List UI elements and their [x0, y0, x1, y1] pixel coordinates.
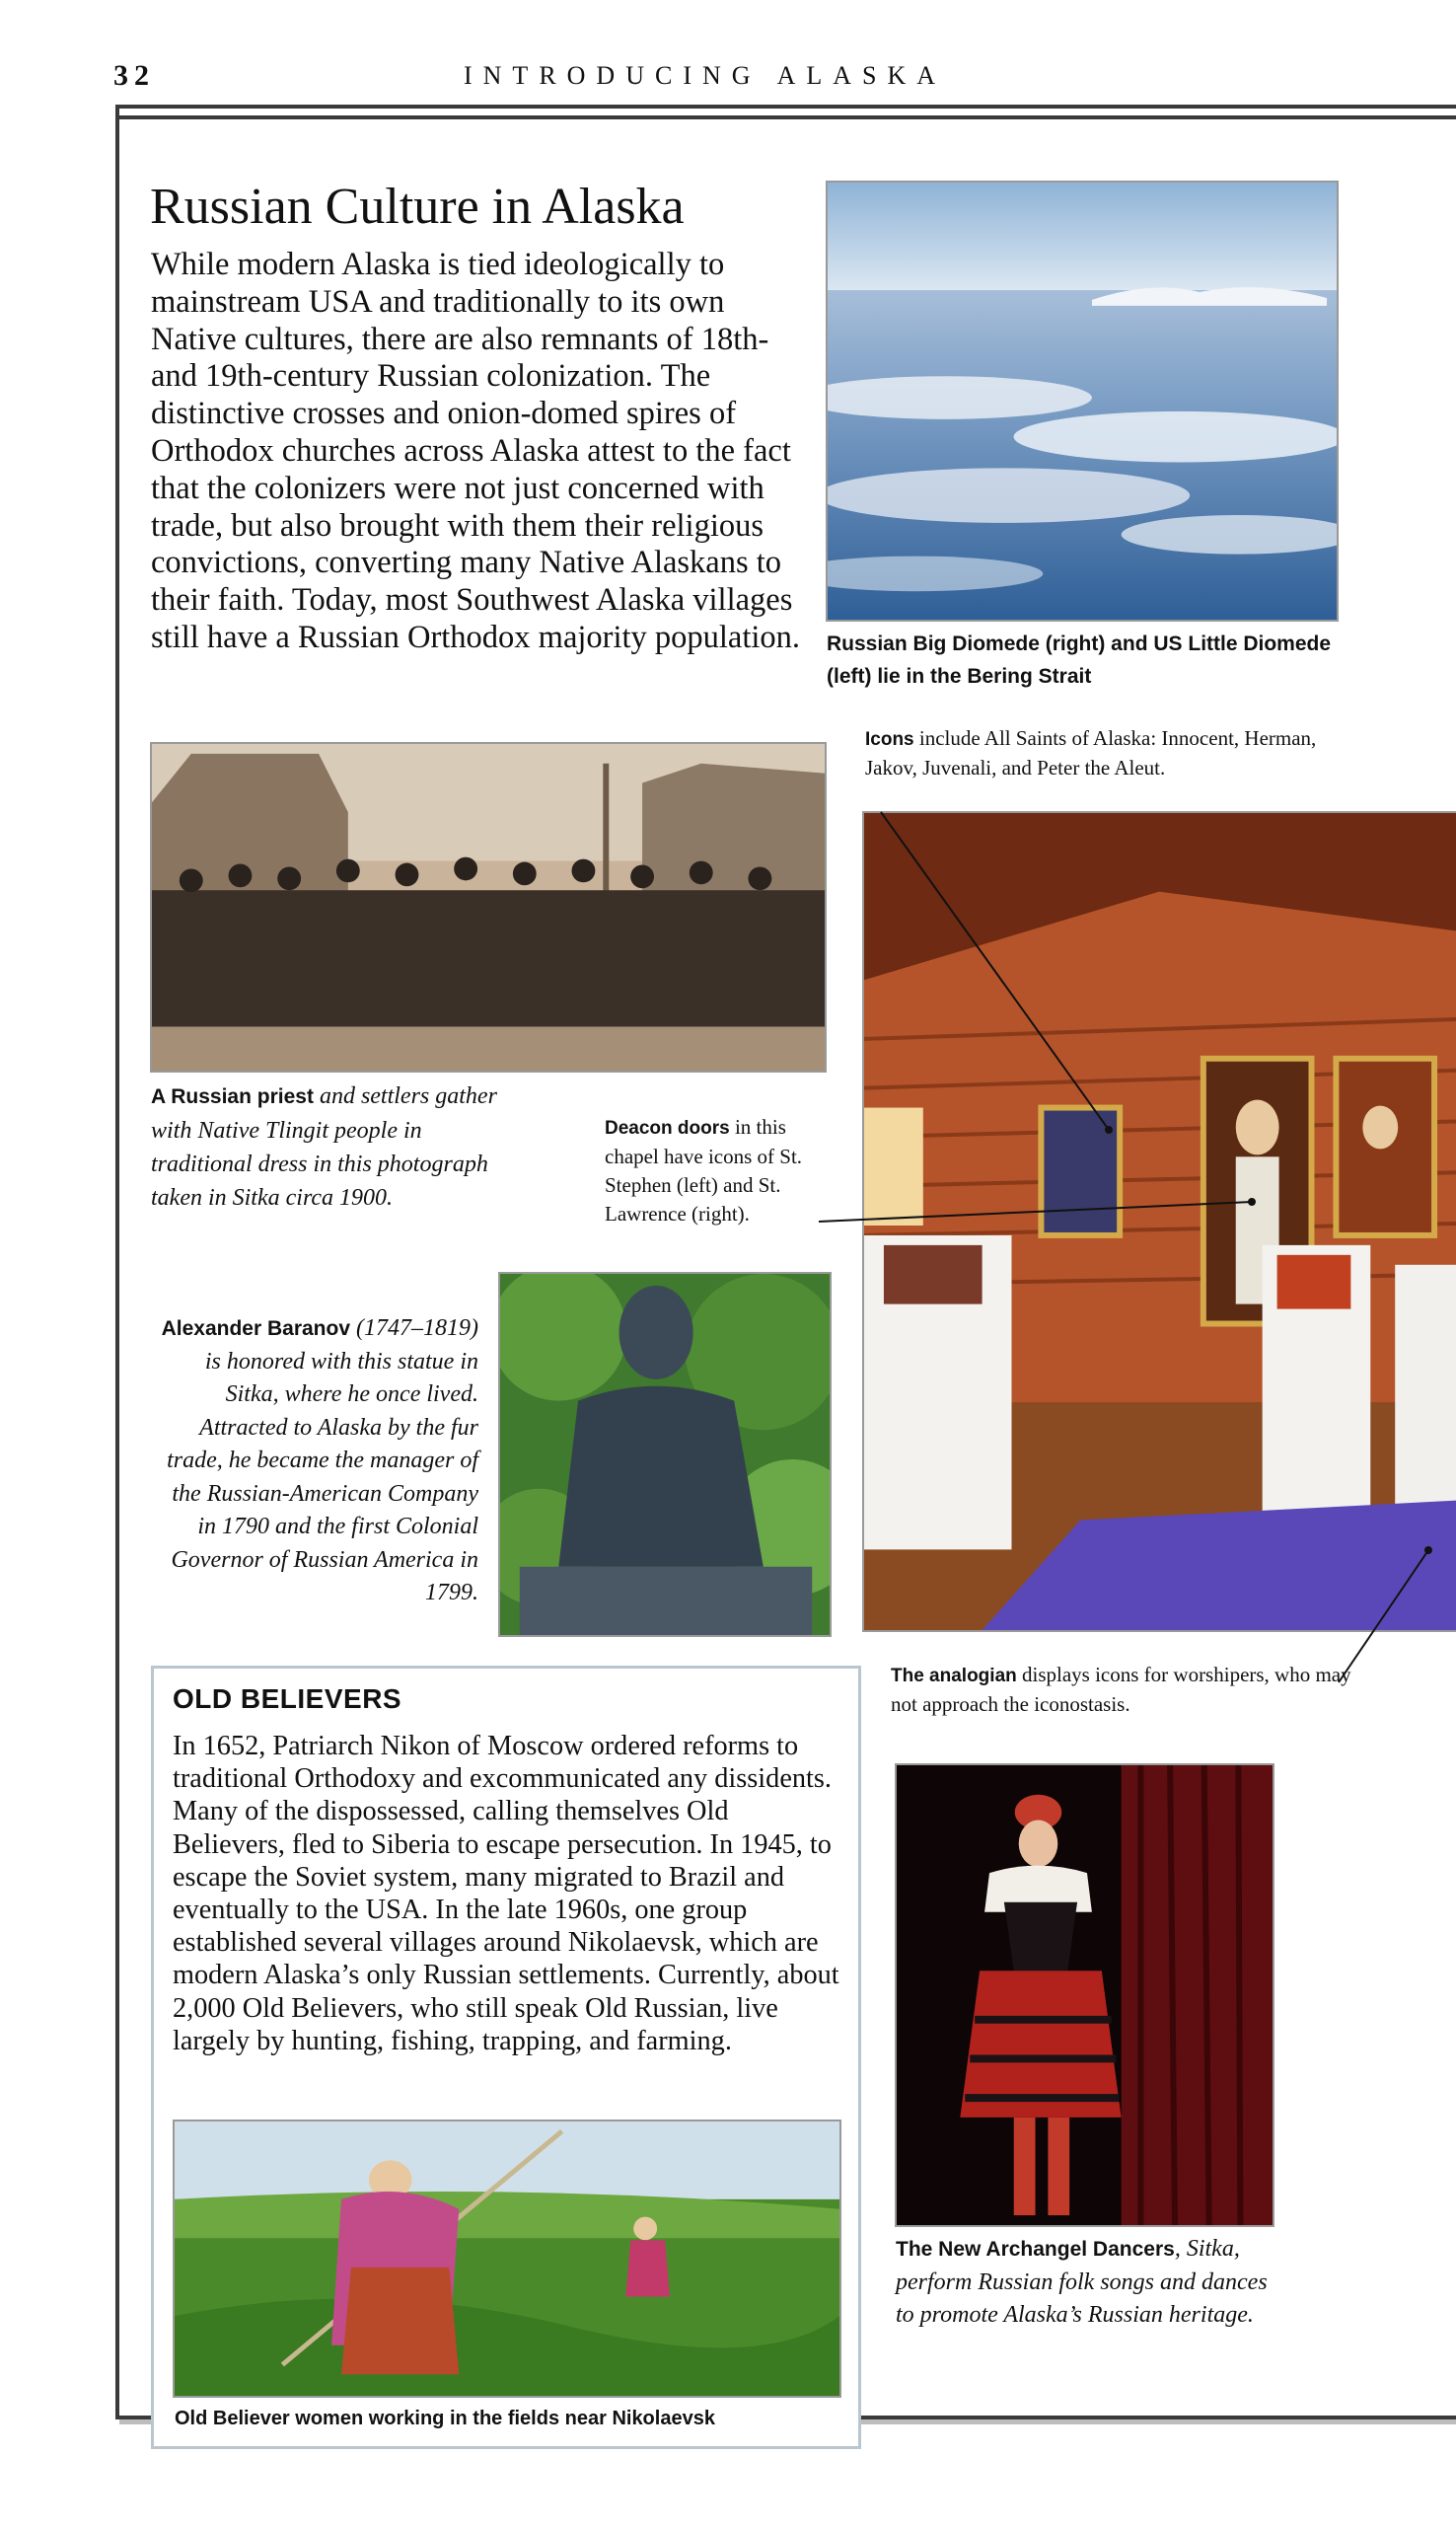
priest-caption: [151, 1079, 526, 1215]
page-title: Russian Culture in Alaska: [150, 179, 685, 235]
icons-caption-text: include All Saints of Alaska: Innocent, Herman, Jakov, Juvenali, and Peter the Aleut.: [865, 726, 1317, 780]
old-believer-women-photo: [173, 2120, 841, 2398]
page-number: 32: [113, 59, 155, 92]
frame-left-rule: [115, 105, 119, 2419]
baranov-caption-text: (1747–1819) is honored with this statue in Sitka, where he once lived. Attracted to Alaska by the fur trade, he became the manager of the Russian-American Company in 1790 and the first Colonial Governor of Russian America in 1799.: [167, 1315, 478, 1605]
dancers-caption-text: , Sitka, perform Russian folk songs and dances to promote Alaska’s Russian heritage.: [896, 2236, 1268, 2328]
dancers-caption: [896, 2233, 1271, 2333]
diomede-caption: Russian Big Diomede (right) and US Little Diomede (left) lie in the Bering Strait: [827, 632, 1332, 688]
old-believers-text: In 1652, Patriarch Nikon of Moscow ordered reforms to traditional Orthodoxy and excommunicated any dissidents. Many of the dispossessed, calling themselves Old Believers, fled to Siberia to escape persecution. In 1945, to escape the Soviet system, many migrated to Brazil and eventually to the USA. In the late 1960s, one group established several villages around Nikolaevsk, which are modern Alaska’s only Russian settlements. Currently, about 2,000 Old Believers, who still speak Old Russian, live largely by hunting, fishing, trapping, and farming.: [173, 1731, 839, 2056]
old-believer-women-caption: Old Believer women working in the fields near Nikolaevsk: [175, 2408, 715, 2429]
analogian-caption-lead: The analogian: [891, 1666, 1017, 1686]
deacon-caption-text: in this chapel have icons of St. Stephen (left) and St. Lawrence (right).: [605, 1115, 803, 1226]
baranov-caption-lead: Alexander Baranov: [161, 1317, 351, 1340]
analogian-caption: [891, 1661, 1364, 1719]
baranov-statue-photo: [498, 1272, 832, 1637]
old-believers-heading: OLD BELIEVERS: [173, 1683, 402, 1714]
intro-paragraph: While modern Alaska is tied ideologically to mainstream USA and traditionally to its own Native cultures, there are also remnants of 18th- and 19th-century Russian colonization. The distinctive crosses and onion-domed spires of Orthodox churches across Alaska attest to the fact that the colonizers were not just concerned with trade, but also brought with them their religious convictions, converting many Native Alaskans to their faith. Today, most Southwest Alaska villages still have a Russian Orthodox majority population.: [151, 247, 801, 655]
priest-settlers-photo: [150, 742, 827, 1073]
dancers-photo: [895, 1763, 1274, 2227]
icons-caption: [865, 724, 1368, 782]
diomede-photo: [826, 181, 1339, 622]
deacon-caption-lead: Deacon doors: [605, 1118, 730, 1139]
deacon-caption: [605, 1113, 827, 1228]
dancers-caption-lead: The New Archangel Dancers: [896, 2238, 1175, 2261]
analogian-caption-text: displays icons for worshipers, who may not approach the iconostasis.: [891, 1663, 1351, 1716]
icons-caption-lead: Icons: [865, 729, 914, 750]
priest-caption-lead: A Russian priest: [151, 1085, 314, 1108]
frame-top-rule: [115, 105, 1456, 109]
baranov-caption: [153, 1312, 478, 1610]
priest-caption-text: and settlers gather with Native Tlingit people in traditional dress in this photograph taken in Sitka circa 1900.: [151, 1083, 497, 1211]
running-head: INTRODUCING ALASKA: [464, 61, 947, 90]
chapel-interior-photo: [862, 811, 1456, 1632]
